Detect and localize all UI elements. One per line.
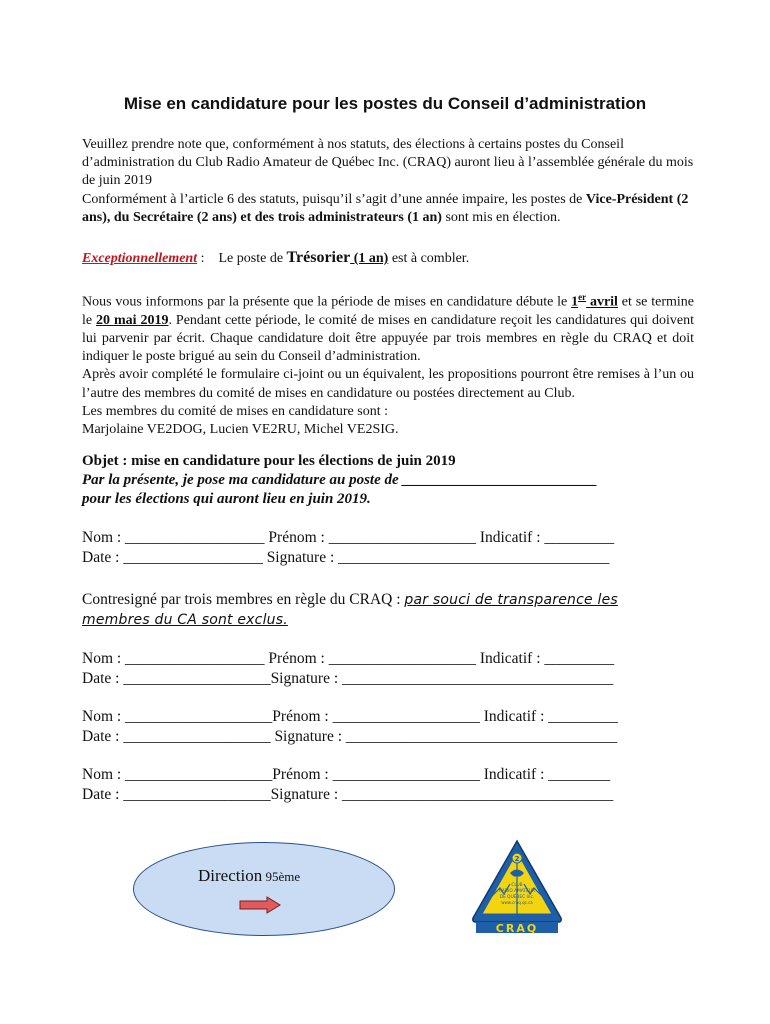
intro-paragraph-1: Veuillez prendre note que, conformément à nos statuts, des élections à certains postes du Conseil d’administration du Club Radio Amateur de Québec Inc. (CRAQ) auront lieu à l’assemblée générale du mois de juin 2019 xyxy=(82,137,694,189)
member-2-name-row[interactable]: Nom : ___________________Prénom : ___________________ Indicatif : _________ xyxy=(82,708,619,725)
committee-members: Marjolaine VE2DOG, Lucien VE2RU, Michel VE2SIG. xyxy=(82,422,399,438)
period-lead: Nous vous informons par la présente que la période de mises en candidature débute le xyxy=(82,294,572,310)
countersign-note-line-1: par souci de transparence les xyxy=(404,592,618,608)
exception-post: Trésorier xyxy=(286,249,351,266)
direction-suffix: 95ème xyxy=(262,869,301,884)
period-start-month: avril xyxy=(586,294,618,310)
logo-text-line-2: RADIO AMATEUR xyxy=(499,889,535,894)
logo-wordmark: CRAQ xyxy=(495,922,539,934)
period-end-date: 20 mai 2019 xyxy=(96,312,169,328)
intro-paragraph-2 xyxy=(82,191,694,227)
logo-text-line-1: CLUB xyxy=(511,883,523,888)
period-tail: . Pendant cette période, le comité de mises en candidature reçoit les candidatures qui doivent lui parvenir par écrit. Chaque candidature doit être appuyée par trois membres en règle du CRAQ et doit indiquer le poste brigué au sein du Conseil d’administration. xyxy=(82,312,694,365)
logo-text-line-3: DE QUÉBEC Inc. xyxy=(499,895,535,900)
exception-label: Exceptionnellement xyxy=(82,251,198,266)
intro-p2-lead: Conformément à l’article 6 des statuts, puisqu’il s’agit d’une année impaire, les postes de xyxy=(82,191,586,207)
period-section xyxy=(82,288,694,439)
objet-line-2: pour les élections qui auront lieu en juin 2019. xyxy=(82,491,371,507)
member-3-name-row[interactable]: Nom : ___________________Prénom : ___________________ Indicatif : ________ xyxy=(82,766,611,783)
direction-label: Direction xyxy=(198,866,263,885)
member-1-date-row[interactable]: Date : ___________________Signature : ___________________________________ xyxy=(82,670,614,687)
objet-heading: Objet : mise en candidature pour les élections de juin 2019 xyxy=(82,453,456,469)
member-1-name-row[interactable]: Nom : __________________ Prénom : ___________________ Indicatif : _________ xyxy=(82,650,615,667)
period-start-day: 1 xyxy=(571,294,579,310)
direction-text xyxy=(198,866,300,886)
period-start-sup: er xyxy=(578,292,587,302)
period-mid: et se termine le xyxy=(82,294,694,328)
exception-term: (1 an) xyxy=(350,251,389,266)
period-paragraph-2: Après avoir complété le formulaire ci-joint ou un équivalent, les propositions pourront être remises à l’un ou l’autre des membres du comité de mises en candidature ou postées directement au Club. xyxy=(82,367,694,401)
arrow-right-icon xyxy=(239,896,281,914)
exception-line xyxy=(82,249,694,268)
member-2-date-row[interactable]: Date : ___________________ Signature : ___________________________________ xyxy=(82,728,618,745)
objet-section xyxy=(82,452,694,509)
intro-section xyxy=(82,136,694,227)
member-3-date-row[interactable]: Date : ___________________Signature : ___________________________________ xyxy=(82,786,614,803)
exception-colon: : xyxy=(197,251,205,266)
countersign-note-line-2: membres du CA sont exclus. xyxy=(82,612,288,628)
objet-line-1: Par la présente, je pose ma candidature au poste de __________________________ xyxy=(82,472,598,488)
period-paragraph xyxy=(82,288,694,366)
intro-p2-posts: Vice-Président (2 ans), du Secrétaire (2 ans) et des trois administrateurs (1 an) xyxy=(82,191,689,225)
craq-logo xyxy=(470,838,564,934)
committee-intro: Les membres du comité de mises en candidature sont : xyxy=(82,403,388,419)
intro-p2-tail: sont mis en élection. xyxy=(441,209,561,225)
countersign-section xyxy=(82,590,694,630)
direction-ellipse xyxy=(133,842,395,936)
candidate-date-row[interactable]: Date : __________________ Signature : ___________________________________ xyxy=(82,549,610,566)
candidate-name-row[interactable]: Nom : __________________ Prénom : ___________________ Indicatif : _________ xyxy=(82,529,615,546)
exception-text-tail: est à combler. xyxy=(388,251,470,266)
page-title: Mise en candidature pour les postes du Conseil d’administration xyxy=(123,94,647,113)
exception-text-lead: Le poste de xyxy=(218,251,287,266)
logo-text-line-4: www.craq.qc.ca xyxy=(501,900,533,905)
logo-number: 2 xyxy=(514,855,520,863)
countersign-lead: Contresigné par trois membres en règle du CRAQ : xyxy=(82,591,405,608)
